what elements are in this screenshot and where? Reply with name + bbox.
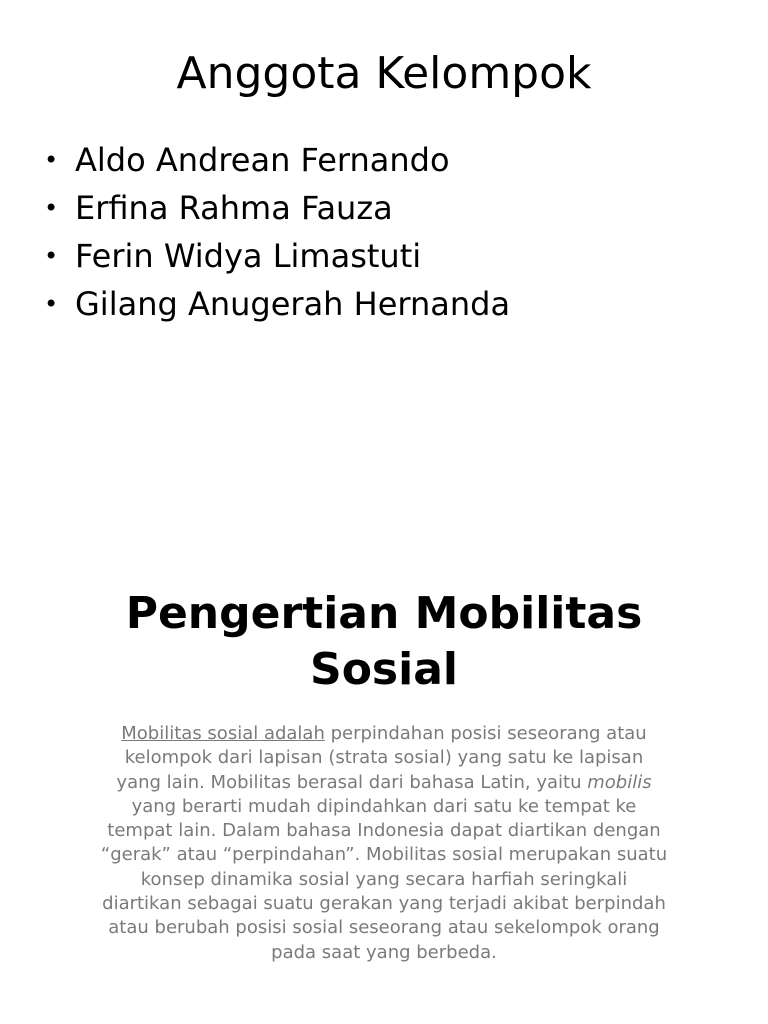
member-name: Ferin Widya Limastuti <box>75 237 422 275</box>
bullet-icon: • <box>44 242 59 270</box>
body-part-1: perpindahan posisi seseorang atau kelompok dari lapisan (strata sosial) yang satu ke lapisan yang lain. Mobilitas berasal dari bahasa Latin, yaitu <box>116 723 647 793</box>
body-italic-term: mobilis <box>587 771 652 793</box>
slide-title <box>0 586 768 698</box>
list-item <box>44 280 510 328</box>
body-text <box>100 722 668 965</box>
slide-title: Anggota Kelompok <box>176 48 592 99</box>
slide-pengertian <box>0 512 768 1024</box>
member-name: Aldo Andrean Fernando <box>75 141 450 179</box>
bullet-icon: • <box>44 194 59 222</box>
list-item <box>44 184 510 232</box>
list-item <box>44 136 510 184</box>
member-name: Gilang Anugerah Hernanda <box>75 285 511 323</box>
member-list <box>44 136 510 328</box>
title-line-2: Sosial <box>310 644 458 695</box>
member-name: Erfina Rahma Fauza <box>75 189 393 227</box>
list-item <box>44 232 510 280</box>
bullet-icon: • <box>44 290 59 318</box>
title-line-1: Pengertian Mobilitas <box>125 588 643 639</box>
bullet-icon: • <box>44 146 59 174</box>
body-part-2: yang berarti mudah dipindahkan dari satu ke tempat ke tempat lain. Dalam bahasa Indonesia dapat diartikan dengan “gerak” atau “perpindahan”. Mobilitas sosial merupakan suatu konsep dinamika sosial yang secara harfiah seringkali diartikan sebagai suatu gerakan yang terjadi akibat berpindah atau berubah posisi sosial seseorang atau sekelompok orang pada saat yang berbeda. <box>100 795 668 963</box>
definition-link[interactable]: Mobilitas sosial adalah <box>121 723 325 744</box>
